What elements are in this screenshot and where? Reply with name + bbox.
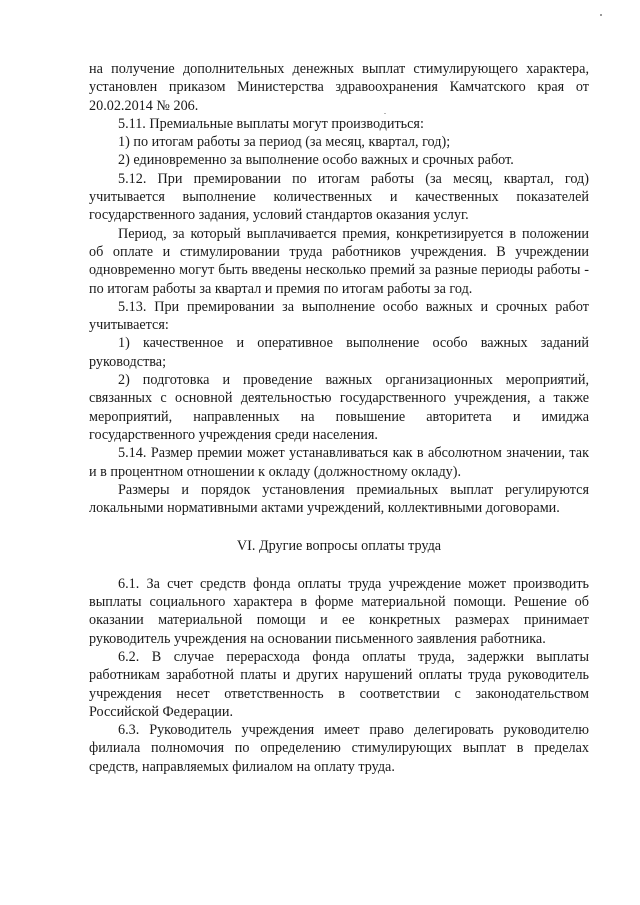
paragraph-6-3: 6.3. Руководитель учреждения имеет право делегировать руководителю филиала полномочия по определению стимулирующих выплат в пределах средств, направляемых филиалом на оплату труда. — [89, 722, 589, 775]
paragraph-5-11-item-1: 1) по итогам работы за период (за месяц, квартал, год); — [118, 134, 451, 151]
paragraph-5-11-item-2: 2) единовременно за выполнение особо важных и срочных работ. — [118, 152, 514, 169]
paragraph-continuation: на получение дополнительных денежных выплат стимулирующего характера, установлен приказом Министерства здравоохранения Камчатского края от 20.02.2014 № 206. — [89, 61, 589, 114]
paragraph-5-14: 5.14. Размер премии может устанавливаться как в абсолютном значении, так и в процентном отношении к окладу (должностному окладу). — [89, 445, 589, 480]
paragraph-6-2: 6.2. В случае перерасхода фонда оплаты труда, задержки выплаты работникам заработной платы и других нарушений оплаты труда руководитель учреждения несет ответственность в соответствии с законодательством Российской Федерации. — [89, 648, 589, 720]
paragraph-regulation: Размеры и порядок установления премиальных выплат регулируются локальными нормативными актами учреждений, коллективными договорами. — [89, 481, 589, 517]
paragraph-period: Период, за который выплачивается премия, конкретизируется в положении об оплате и стимулировании труда работников учреждения. В учреждении одновременно могут быть введены несколько премий за разные периоды работы - по итогам работы за квартал и премия по итогам работы за год. — [89, 225, 589, 297]
paragraph-5-13-item-1: 1) качественное и оперативное выполнение особо важных заданий руководства; — [89, 335, 589, 370]
section-title: VI. Другие вопросы оплаты труда — [236, 538, 442, 555]
paragraph-5-12: 5.12. При премировании по итогам работы (за месяц, квартал, год) учитывается выполнение количественных и качественных показателей государственного задания, условий стандартов оказания услуг. — [89, 170, 589, 224]
scan-mark — [600, 14, 602, 16]
paragraph-5-13-item-2: 2) подготовка и проведение важных организационных мероприятий, связанных с основной деятельностью государственного учреждения, а также мероприятий, направленных на повышение авторитета и имиджа государственного учреждения среди населения. — [89, 372, 589, 443]
paragraph-5-11: 5.11. Премиальные выплаты могут производиться: — [118, 115, 424, 132]
paragraph-5-13: 5.13. При премировании за выполнение особо важных и срочных работ учитывается: — [89, 298, 589, 334]
document-body — [89, 60, 589, 776]
paragraph-6-1: 6.1. За счет средств фонда оплаты труда учреждение может производить выплаты социального характера в форме материальной помощи. Решение об оказании материальной помощи и ее конкретных размерах принимает руководитель учреждения на основании письменного заявления работника. — [89, 575, 589, 647]
